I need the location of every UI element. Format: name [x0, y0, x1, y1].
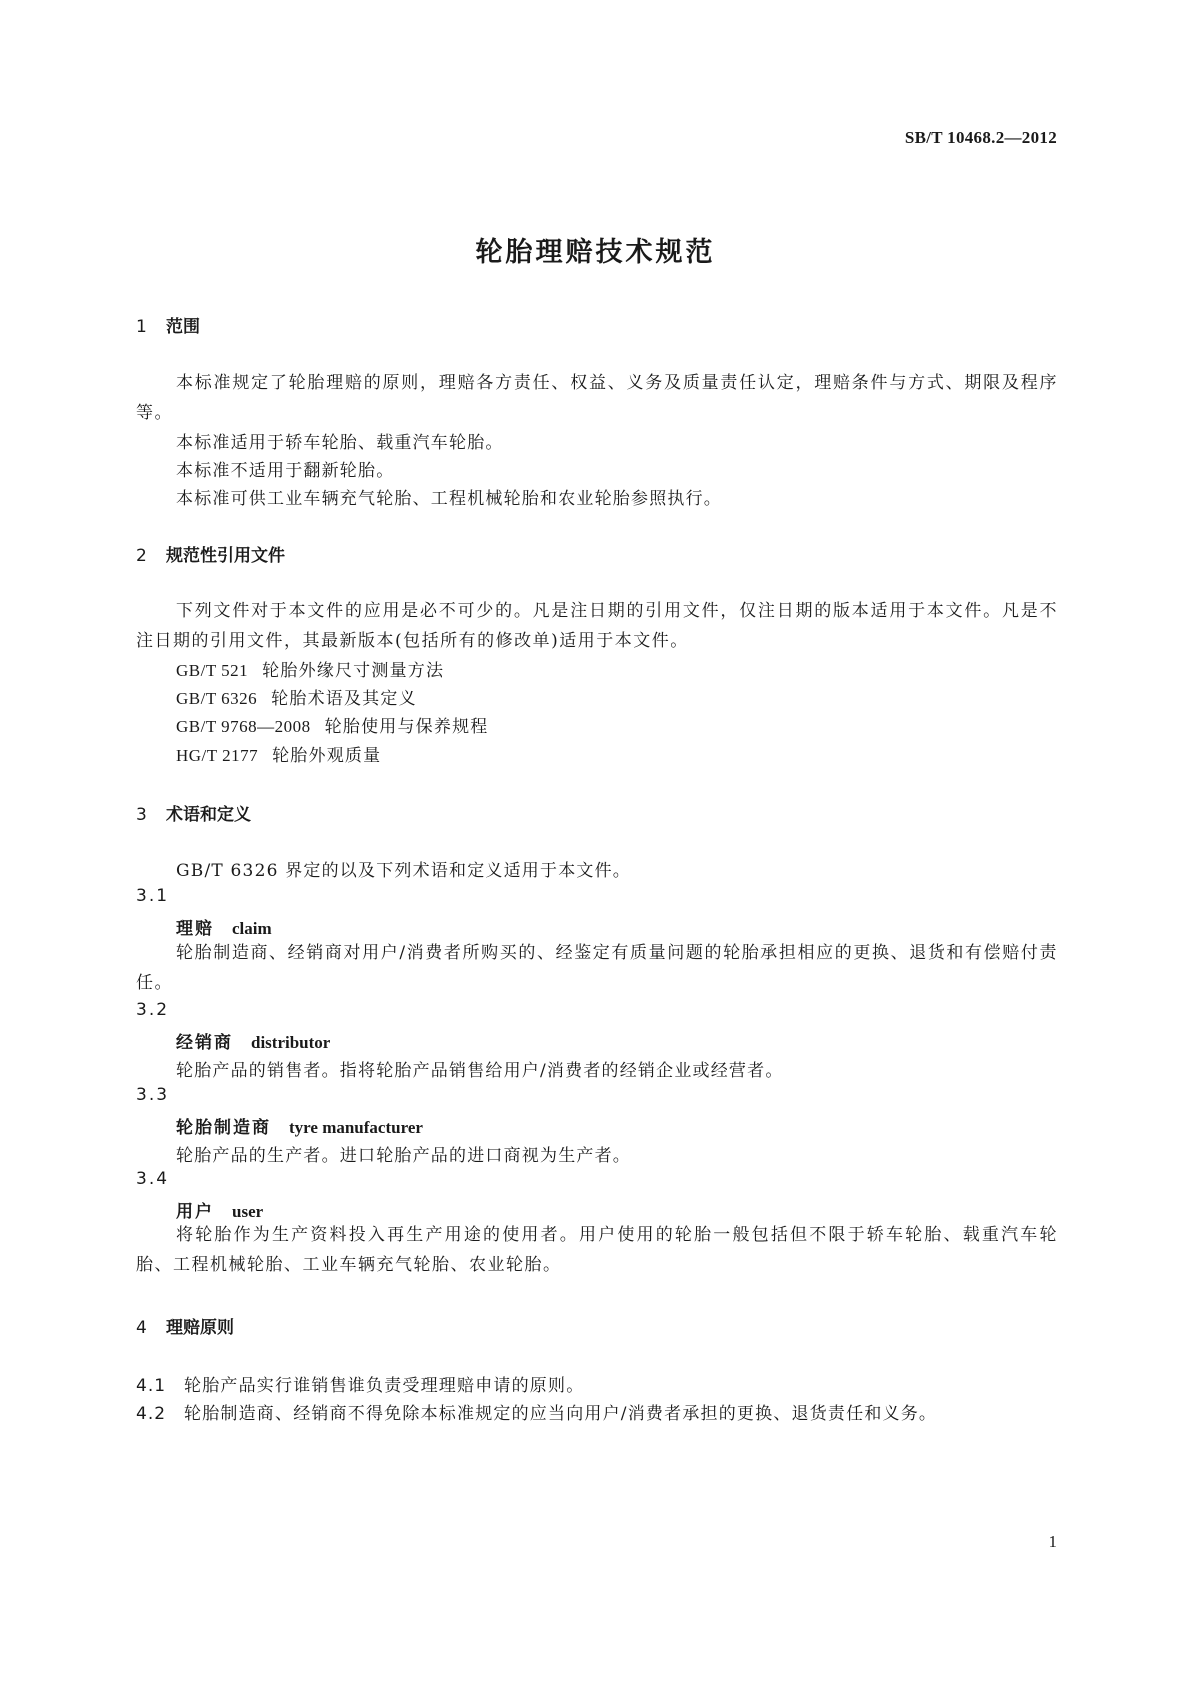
- section-number: 1: [136, 317, 147, 337]
- term-english: user: [232, 1202, 264, 1221]
- term-english: claim: [232, 919, 272, 938]
- term-number: 3.2: [136, 1000, 170, 1020]
- clause-item: [136, 1371, 584, 1396]
- term-english: distributor: [251, 1033, 331, 1052]
- section-2-heading: [136, 541, 285, 566]
- clause-text: 轮胎制造商、经销商不得免除本标准规定的应当向用户/消费者承担的更换、退货责任和义务。: [184, 1404, 938, 1424]
- term-chinese: 理赔: [176, 919, 214, 939]
- reference-code: GB/T 6326: [176, 689, 258, 708]
- reference-item: [176, 712, 488, 737]
- reference-name: 轮胎外观质量: [272, 746, 382, 766]
- section-1-paragraph-3: 本标准不适用于翻新轮胎。: [176, 461, 395, 481]
- reference-name: 轮胎术语及其定义: [271, 689, 417, 709]
- section-title: 术语和定义: [166, 805, 251, 825]
- reference-item: [176, 656, 444, 681]
- section-1-heading: [136, 312, 200, 337]
- page-number: 1: [1048, 1532, 1057, 1551]
- reference-code: GB/T 9768—2008: [176, 717, 311, 736]
- term-heading: [176, 1113, 423, 1138]
- clause-text: 轮胎产品实行谁销售谁负责受理理赔申请的原则。: [184, 1376, 585, 1396]
- term-definition: 轮胎产品的生产者。进口轮胎产品的进口商视为生产者。: [176, 1146, 631, 1166]
- term-heading: [176, 914, 272, 939]
- reference-code: HG/T 2177: [176, 746, 259, 765]
- section-1-paragraph-4: 本标准可供工业车辆充气轮胎、工程机械轮胎和农业轮胎参照执行。: [176, 489, 722, 509]
- section-4-heading: [136, 1313, 234, 1338]
- section-number: 4: [136, 1318, 147, 1338]
- term-number: 3.4: [136, 1169, 170, 1189]
- reference-name: 轮胎使用与保养规程: [324, 717, 489, 737]
- term-english: tyre manufacturer: [289, 1118, 423, 1137]
- section-title: 理赔原则: [166, 1318, 234, 1338]
- term-number: 3.3: [136, 1085, 170, 1105]
- section-2-paragraph-1: 下列文件对于本文件的应用是必不可少的。凡是注日期的引用文件，仅注日期的版本适用于本文件。凡是不注日期的引用文件，其最新版本(包括所有的修改单)适用于本文件。: [136, 601, 1058, 651]
- clause-number: 4.2: [136, 1404, 167, 1424]
- reference-item: [176, 741, 381, 766]
- section-1-paragraph-2: 本标准适用于轿车轮胎、载重汽车轮胎。: [176, 433, 504, 453]
- section-title: 规范性引用文件: [166, 546, 285, 566]
- section-title: 范围: [166, 317, 200, 337]
- section-3-heading: [136, 800, 251, 825]
- document-title: 轮胎理赔技术规范: [475, 237, 716, 268]
- section-3-intro: GB/T 6326 界定的以及下列术语和定义适用于本文件。: [176, 861, 632, 881]
- term-chinese: 经销商: [176, 1033, 233, 1053]
- reference-code: GB/T 521: [176, 661, 249, 680]
- reference-name: 轮胎外缘尺寸测量方法: [262, 661, 445, 681]
- standard-code: SB/T 10468.2—2012: [904, 128, 1057, 147]
- term-definition: 轮胎制造商、经销商对用户/消费者所购买的、经鉴定有质量问题的轮胎承担相应的更换、退货和有偿赔付责任。: [136, 943, 1058, 993]
- term-definition: 轮胎产品的销售者。指将轮胎产品销售给用户/消费者的经销企业或经营者。: [176, 1061, 784, 1081]
- term-chinese: 用户: [176, 1202, 214, 1222]
- section-number: 3: [136, 805, 147, 825]
- clause-item: [136, 1399, 937, 1424]
- reference-item: [176, 684, 417, 709]
- term-definition: 将轮胎作为生产资料投入再生产用途的使用者。用户使用的轮胎一般包括但不限于轿车轮胎、载重汽车轮胎、工程机械轮胎、工业车辆充气轮胎、农业轮胎。: [136, 1225, 1058, 1275]
- term-number: 3.1: [136, 886, 170, 906]
- clause-number: 4.1: [136, 1376, 167, 1396]
- section-number: 2: [136, 546, 147, 566]
- term-heading: [176, 1028, 330, 1053]
- term-chinese: 轮胎制造商: [176, 1118, 271, 1138]
- term-heading: [176, 1197, 263, 1222]
- section-1-paragraph-1: 本标准规定了轮胎理赔的原则，理赔各方责任、权益、义务及质量责任认定，理赔条件与方式、期限及程序等。: [136, 373, 1058, 423]
